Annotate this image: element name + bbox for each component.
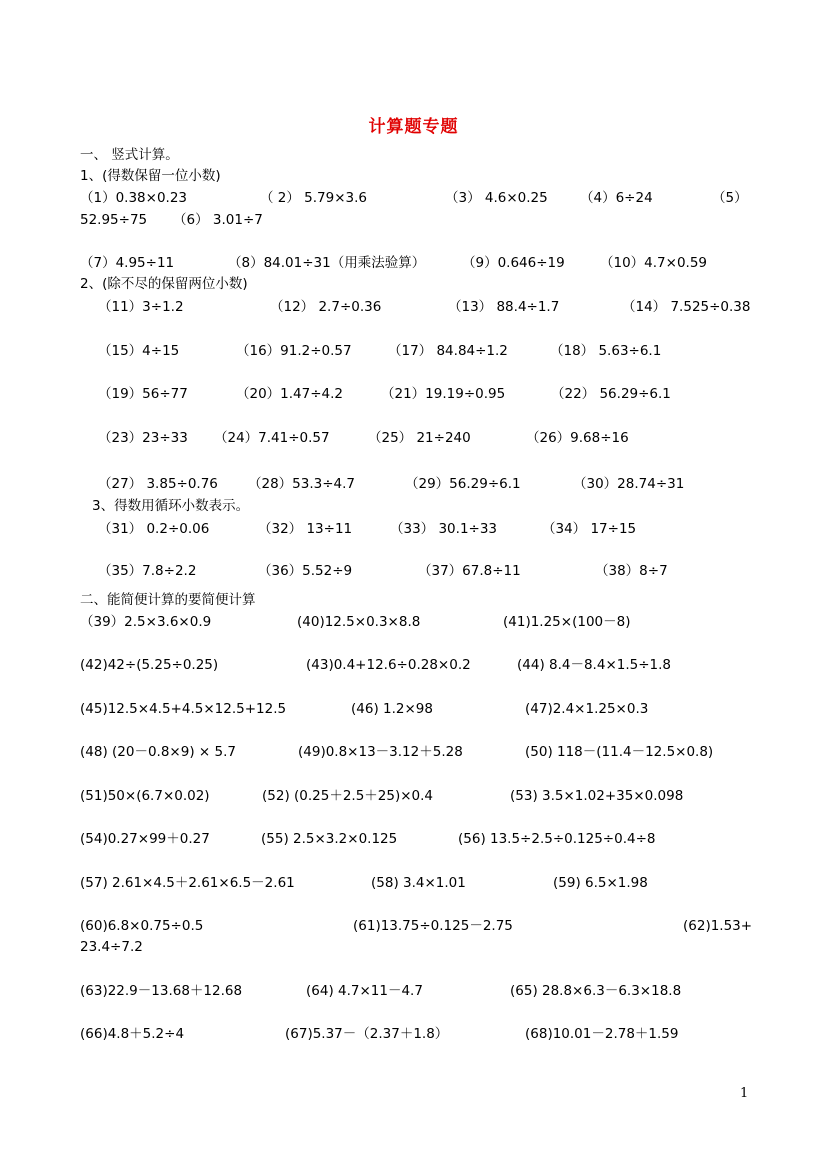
problem-10: （10）4.7×0.59 (600, 255, 708, 271)
problem-24: （24）7.41÷0.57 (214, 430, 330, 446)
problem-14: （14） 7.525÷0.38 (622, 299, 751, 315)
part2-heading: 2、(除不尽的保留两位小数) (80, 276, 248, 292)
page-title: 计算题专题 (368, 117, 459, 137)
problem-46: (46) 1.2×98 (351, 701, 433, 717)
problem-13: （13） 88.4÷1.7 (448, 299, 560, 315)
problem-32: （32） 13÷11 (258, 521, 353, 537)
problem-36: （36）5.52÷9 (258, 563, 353, 579)
problem-18: （18） 5.63÷6.1 (550, 343, 662, 359)
problem-28: （28）53.3÷4.7 (248, 476, 356, 492)
problem-30: （30）28.74÷31 (573, 476, 685, 492)
problem-51: (51)50×(6.7×0.02) (80, 788, 210, 804)
problem-29: （29）56.29÷6.1 (405, 476, 521, 492)
problem-1: （1）0.38×0.23 (80, 190, 188, 206)
section2-heading: 二、能简便计算的要简便计算 (80, 592, 256, 608)
problem-5-number: （5） (712, 190, 748, 206)
problem-44: (44) 8.4－8.4×1.5÷1.8 (517, 657, 672, 673)
problem-6: （6） 3.01÷7 (173, 212, 263, 228)
problem-19: （19）56÷77 (98, 386, 188, 402)
section1-heading: 一、 竖式计算。 (80, 147, 179, 163)
problem-20: （20）1.47÷4.2 (236, 386, 344, 402)
problem-15: （15）4÷15 (98, 343, 180, 359)
problem-9: （9）0.646÷19 (462, 255, 565, 271)
problem-67: (67)5.37－（2.37＋1.8） (285, 1026, 449, 1042)
page-number: 1 (740, 1086, 749, 1101)
problem-54: (54)0.27×99＋0.27 (80, 831, 210, 847)
problem-52: (52) (0.25＋2.5＋25)×0.4 (262, 788, 434, 804)
problem-22: （22） 56.29÷6.1 (551, 386, 671, 402)
problem-17: （17） 84.84÷1.2 (388, 343, 508, 359)
problem-53: (53) 3.5×1.02+35×0.098 (510, 788, 684, 804)
problem-21: （21）19.19÷0.95 (381, 386, 506, 402)
problem-50: (50) 118－(11.4－12.5×0.8) (525, 744, 714, 760)
problem-60: (60)6.8×0.75÷0.5 (80, 918, 204, 934)
problem-31: （31） 0.2÷0.06 (98, 521, 210, 537)
problem-42: (42)42÷(5.25÷0.25) (80, 657, 219, 673)
problem-33: （33） 30.1÷33 (390, 521, 498, 537)
problem-25: （25） 21÷240 (368, 430, 471, 446)
problem-47: (47)2.4×1.25×0.3 (525, 701, 649, 717)
problem-3: （3） 4.6×0.25 (445, 190, 548, 206)
problem-43: (43)0.4+12.6÷0.28×0.2 (306, 657, 471, 673)
problem-62-start: (62)1.53+ (683, 918, 753, 934)
problem-40: (40)12.5×0.3×8.8 (297, 614, 421, 630)
problem-4: （4）6÷24 (580, 190, 653, 206)
problem-7: （7）4.95÷11 (80, 255, 175, 271)
problem-2: （ 2） 5.79×3.6 (260, 190, 368, 206)
problem-57: (57) 2.61×4.5＋2.61×6.5－2.61 (80, 875, 295, 891)
problem-68: (68)10.01－2.78＋1.59 (525, 1026, 679, 1042)
problem-27: （27） 3.85÷0.76 (98, 476, 218, 492)
problem-59: (59) 6.5×1.98 (553, 875, 648, 891)
problem-34: （34） 17÷15 (542, 521, 637, 537)
problem-37: （37）67.8÷11 (418, 563, 521, 579)
part1-heading: 1、(得数保留一位小数) (80, 168, 221, 184)
problem-64: (64) 4.7×11－4.7 (306, 983, 423, 999)
problem-45: (45)12.5×4.5+4.5×12.5+12.5 (80, 701, 287, 717)
problem-56: (56) 13.5÷2.5÷0.125÷0.4÷8 (458, 831, 656, 847)
problem-38: （38）8÷7 (595, 563, 668, 579)
problem-35: （35）7.8÷2.2 (98, 563, 197, 579)
part3-heading: 3、得数用循环小数表示。 (92, 498, 250, 514)
problem-61: (61)13.75÷0.125－2.75 (353, 918, 513, 934)
problem-63: (63)22.9－13.68＋12.68 (80, 983, 243, 999)
problem-65: (65) 28.8×6.3－6.3×18.8 (510, 983, 682, 999)
problem-55: (55) 2.5×3.2×0.125 (261, 831, 398, 847)
problem-11: （11）3÷1.2 (98, 299, 184, 315)
problem-66: (66)4.8＋5.2÷4 (80, 1026, 185, 1042)
problem-5-expression: 52.95÷75 (80, 212, 148, 228)
problem-16: （16）91.2÷0.57 (236, 343, 352, 359)
problem-26: （26）9.68÷16 (526, 430, 629, 446)
problem-39: （39）2.5×3.6×0.9 (80, 614, 212, 630)
problem-48: (48) (20－0.8×9) × 5.7 (80, 744, 236, 760)
problem-58: (58) 3.4×1.01 (371, 875, 466, 891)
problem-62-continued: 23.4÷7.2 (80, 939, 143, 955)
problem-12: （12） 2.7÷0.36 (270, 299, 382, 315)
problem-23: （23）23÷33 (98, 430, 188, 446)
problem-41: (41)1.25×(100－8) (503, 614, 631, 630)
problem-49: (49)0.8×13－3.12＋5.28 (298, 744, 463, 760)
problem-8: （8）84.01÷31（用乘法验算） (228, 255, 426, 271)
